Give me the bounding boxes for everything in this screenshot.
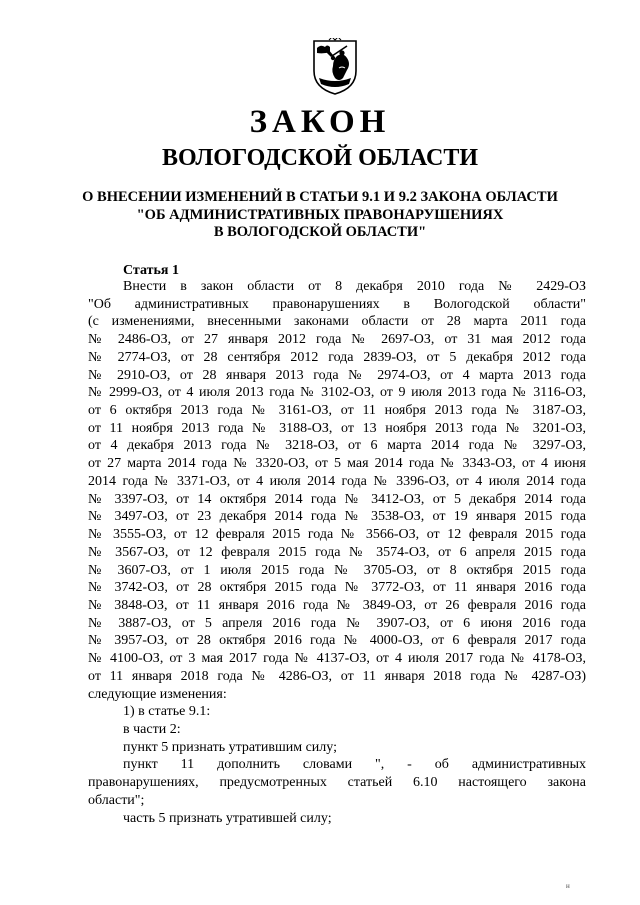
heading-line: О ВНЕСЕНИИ ИЗМЕНЕНИЙ В СТАТЬИ 9.1 И 9.2 ЗАКОНА ОБЛАСТИ [82,189,558,205]
body-line: 2014 года № 3371-ОЗ, от 4 июля 2014 года № 3396-ОЗ, от 4 июля 2014 года [88,473,586,489]
body-line: № 3848-ОЗ, от 11 января 2016 года № 3849-ОЗ, от 26 февраля 2016 года [88,597,586,613]
body-line: № 3497-ОЗ, от 23 декабря 2014 года № 3538-ОЗ, от 19 января 2015 года [88,509,586,525]
body-line: № 2486-ОЗ, от 27 января 2012 года № 2697-ОЗ, от 31 мая 2012 года [88,332,586,348]
body-line: № 3887-ОЗ, от 5 апреля 2016 года № 3907-ОЗ, от 6 июня 2016 года [88,615,586,631]
body-line: № 3567-ОЗ, от 12 февраля 2015 года № 3574-ОЗ, от 6 апреля 2015 года [88,544,586,560]
body-line: № 3957-ОЗ, от 28 октября 2016 года № 4000-ОЗ, от 6 февраля 2017 года [88,633,586,649]
body-line: (с изменениями, внесенными законами области от 28 марта 2011 года [88,314,586,330]
amendment-item: 1) в статье 9.1: [123,704,211,720]
coat-of-arms-icon [311,38,359,96]
body-line: № 3555-ОЗ, от 12 февраля 2015 года № 3566-ОЗ, от 12 февраля 2015 года [88,527,586,543]
amendment-item: часть 5 признать утратившей силу; [123,810,332,826]
body-line: следующие изменения: [88,686,227,702]
body-line: Внести в закон области от 8 декабря 2010 года № 2429-ОЗ [123,279,586,294]
amendment-item: пункт 5 признать утратившим силу; [123,739,337,755]
amendment-item: области"; [88,792,145,808]
document-heading [0,189,640,242]
body-line: № 3397-ОЗ, от 14 октября 2014 года № 3412-ОЗ, от 5 декабря 2014 года [88,491,586,507]
body-line: № 2999-ОЗ, от 4 июля 2013 года № 3102-ОЗ, от 9 июля 2013 года № 3116-ОЗ, [88,385,586,401]
document-subtitle: ВОЛОГОДСКОЙ ОБЛАСТИ [161,145,479,171]
body-line: № 4100-ОЗ, от 3 мая 2017 года № 4137-ОЗ, от 4 июля 2017 года № 4178-ОЗ, [88,651,586,667]
page-mark: н [566,882,570,890]
body-line: от 11 ноября 2013 года № 3188-ОЗ, от 13 ноября 2013 года № 3201-ОЗ, [88,420,586,436]
amendment-item: в части 2: [123,721,181,737]
body-line: № 3742-ОЗ, от 28 октября 2015 года № 3772-ОЗ, от 11 января 2016 года [88,580,586,596]
body-line: от 27 марта 2014 года № 3320-ОЗ, от 5 мая 2014 года № 3343-ОЗ, от 4 июня [88,456,586,472]
document-title: ЗАКОН [249,104,391,140]
heading-line: "ОБ АДМИНИСТРАТИВНЫХ ПРАВОНАРУШЕНИЯХ [136,206,504,223]
article-title: Статья 1 [123,263,179,278]
body-line: "Об административных правонарушениях в Вологодской области" [88,296,586,312]
heading-line: В ВОЛОГОДСКОЙ ОБЛАСТИ" [213,224,427,240]
body-line: № 2774-ОЗ, от 28 сентября 2012 года 2839-ОЗ, от 5 декабря 2012 года [88,349,586,365]
body-line: от 6 октября 2013 года № 3161-ОЗ, от 11 ноября 2013 года № 3187-ОЗ, [88,403,586,419]
body-line: № 2910-ОЗ, от 28 января 2013 года № 2974-ОЗ, от 4 марта 2013 года [88,367,586,383]
article-body [88,278,586,827]
amendment-item: правонарушениях, предусмотренных статьей 6.10 настоящего закона [88,775,586,791]
body-line: от 4 декабря 2013 года № 3218-ОЗ, от 6 марта 2014 года № 3297-ОЗ, [88,438,586,454]
body-line: от 11 января 2018 года № 4286-ОЗ, от 11 января 2018 года № 4287-ОЗ) [88,668,586,684]
body-line: № 3607-ОЗ, от 1 июля 2015 года № 3705-ОЗ, от 8 октября 2015 года [88,562,586,578]
amendment-item: пункт 11 дополнить словами ", - об административных [123,757,586,773]
